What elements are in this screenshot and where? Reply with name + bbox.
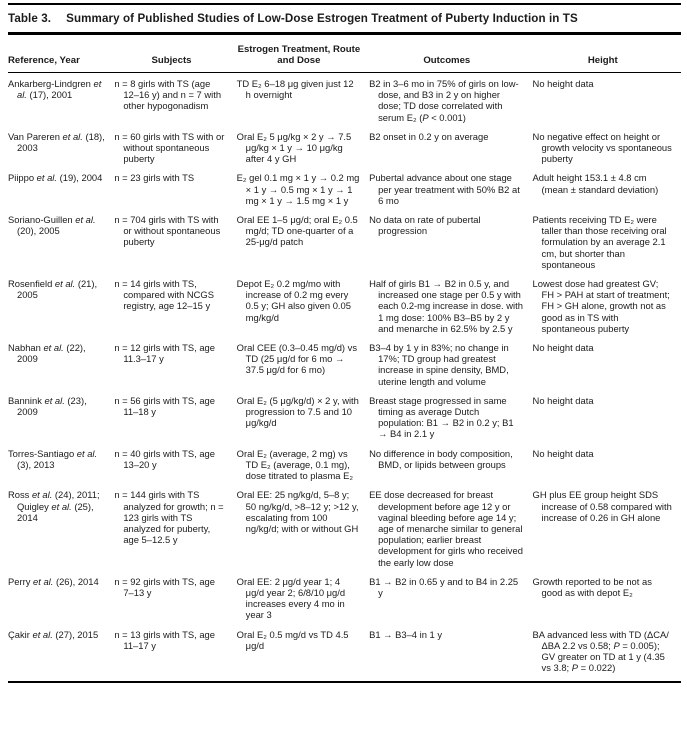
cell-height: No height data xyxy=(532,342,594,354)
cell-subjects: n = 144 girls with TS analyzed for growth; n = 123 girls with TS analyzed for puberty, age 5–12.5 y xyxy=(114,489,224,546)
table-row xyxy=(8,278,681,342)
table-row xyxy=(8,629,681,683)
cell-treatment: TD E₂ 6–18 μg given just 12 h overnight xyxy=(236,78,354,101)
table-body xyxy=(8,73,681,683)
cell-subjects: n = 12 girls with TS, age 11.3–17 y xyxy=(114,342,215,365)
cell-reference: Torres-Santiago et al. (3), 2013 xyxy=(8,447,98,470)
cell-height: No height data xyxy=(532,447,594,459)
cell-outcomes: Half of girls B1 → B2 in 0.5 y, and increased one stage per 0.5 y with each 0.2-mg increase in dose. with 1 mg dose: 100% B3–B5 by 2 y and menarche in 62.5% by 2.5 y xyxy=(369,278,523,334)
table-row xyxy=(8,73,681,131)
cell-height: Adult height 153.1 ± 4.8 cm (mean ± standard deviation) xyxy=(532,172,659,195)
table-row xyxy=(8,172,681,214)
studies-table xyxy=(8,35,681,683)
table-title xyxy=(8,5,681,32)
cell-reference: Ross et al. (24), 2011; Quigley et al. (25), 2014 xyxy=(8,489,100,523)
cell-treatment: Oral EE: 2 μg/d year 1; 4 μg/d year 2; 6/8/10 μg/d increases every 4 mo in year 3 xyxy=(236,575,346,621)
table-title-label: Table 3. xyxy=(8,12,52,25)
cell-reference: Bannink et al. (23), 2009 xyxy=(8,394,87,418)
cell-subjects: n = 40 girls with TS, age 13–20 y xyxy=(114,447,215,470)
cell-outcomes: No data on rate of pubertal progression xyxy=(369,214,481,237)
cell-height: No height data xyxy=(532,78,594,89)
table-title-text: Summary of Published Studies of Low-Dose Estrogen Treatment of Puberty Induction in TS xyxy=(66,12,578,25)
cell-treatment: Depot E₂ 0.2 mg/mo with increase of 0.2 mg every 0.5 y; GH also given 0.05 mg/kg/d xyxy=(236,278,351,323)
cell-subjects: n = 23 girls with TS xyxy=(114,172,195,184)
cell-reference: Nabhan et al. (22), 2009 xyxy=(8,342,86,365)
cell-subjects: n = 8 girls with TS (age 12–16 y) and n = 7 with other hypogonadism xyxy=(114,78,222,112)
column-header-outcomes: Outcomes xyxy=(369,35,532,73)
column-header-height: Height xyxy=(533,35,681,73)
cell-treatment: Oral E₂ 5 μg/kg × 2 y → 7.5 μg/kg × 1 y → 10 μg/kg after 4 y GH xyxy=(236,130,352,165)
table-row xyxy=(8,214,681,278)
cell-reference: Çakir et al. (27), 2015 xyxy=(8,628,99,640)
cell-outcomes: B2 in 3–6 mo in 75% of girls on low-dose, and B3 in 2 y on higher dose; TD dose correlated with serum E₂ (P < 0.001) xyxy=(369,78,519,123)
cell-outcomes: Pubertal advance about one stage per year treatment with 50% B2 at 6 mo xyxy=(369,172,520,206)
column-header-treatment: Estrogen Treatment, Route and Dose xyxy=(237,35,369,73)
cell-reference: Ankarberg-Lindgren et al. (17), 2001 xyxy=(8,78,102,101)
table-row xyxy=(8,489,681,575)
cell-treatment: Oral CEE (0.3–0.45 mg/d) vs TD (25 μg/d for 6 mo → 37.5 μg/d for 6 mo) xyxy=(236,342,358,376)
cell-treatment: E₂ gel 0.1 mg × 1 y → 0.2 mg × 1 y → 0.5 mg × 1 y → 1 mg × 1 y → 1.5 mg × 1 y xyxy=(236,172,360,206)
cell-reference: Van Pareren et al. (18), 2003 xyxy=(8,130,105,154)
cell-outcomes: B2 onset in 0.2 y on average xyxy=(369,130,489,142)
table-row xyxy=(8,576,681,629)
cell-height: No height data xyxy=(532,394,594,406)
cell-subjects: n = 60 girls with TS with or without spontaneous puberty xyxy=(114,130,225,165)
cell-subjects: n = 13 girls with TS, age 11–17 y xyxy=(114,628,215,651)
cell-reference: Rosenfield et al. (21), 2005 xyxy=(8,278,98,301)
cell-treatment: Oral E₂ (5 μg/kg/d) × 2 y, with progression to 7.5 and 10 μg/kg/d xyxy=(236,394,359,429)
cell-height: Patients receiving TD E₂ were taller than those receiving oral formulation by an average 2.1 cm, but shorter than spontaneous xyxy=(532,214,667,270)
cell-outcomes: B1 → B3–4 in 1 y xyxy=(369,628,443,640)
header-row xyxy=(8,35,681,73)
cell-height: GH plus EE group height SDS increase of 0.58 compared with increase of 0.26 in GH alone xyxy=(532,489,672,523)
table-row xyxy=(8,131,681,173)
cell-subjects: n = 704 girls with TS with or without spontaneous puberty xyxy=(114,214,221,248)
cell-outcomes: Breast stage progressed in same timing as average Dutch population: B1 → B2 in 0.2 y; B1 → B4 in 2.1 y xyxy=(369,394,514,440)
cell-subjects: n = 14 girls with TS, compared with NCGS registry, age 12–15 y xyxy=(114,278,214,312)
cell-outcomes: EE dose decreased for breast development before age 12 y or vaginal bleeding before age 14 y; age of menarche similar to general population; earlier breast development for girls who received the early low dose xyxy=(369,489,523,568)
cell-reference: Piippo et al. (19), 2004 xyxy=(8,172,103,184)
cell-reference: Perry et al. (26), 2014 xyxy=(8,575,99,587)
cell-outcomes: B3–4 by 1 y in 83%; no change in 17%; TD group had greatest increase in spine density, BMD, uterine length and volume xyxy=(369,342,509,387)
table-row xyxy=(8,342,681,395)
cell-treatment: Oral EE 1–5 μg/d; oral E₂ 0.5 mg/d; TD one-quarter of a 25-μg/d patch xyxy=(236,214,358,248)
cell-reference: Soriano-Guillen et al. (20), 2005 xyxy=(8,214,96,237)
cell-height: BA advanced less with TD (ΔCA/ΔBA 2.2 vs 0.58; P = 0.005); GV greater on TD at 1 y (4.35 vs 3.8; P = 0.022) xyxy=(532,628,669,674)
table-header xyxy=(8,35,681,73)
cell-treatment: Oral E₂ (average, 2 mg) vs TD E₂ (average, 0.1 mg), dose titrated to plasma E₂ xyxy=(236,447,354,482)
table-row xyxy=(8,448,681,490)
cell-treatment: Oral E₂ 0.5 mg/d vs TD 4.5 μg/d xyxy=(236,628,349,651)
cell-height: No negative effect on height or growth velocity vs spontaneous puberty xyxy=(532,130,672,165)
cell-height: Lowest dose had greatest GV; FH > PAH at start of treatment; FH > GH alone, growth not as good as in TS with spontaneous puberty xyxy=(532,278,670,334)
cell-subjects: n = 92 girls with TS, age 7–13 y xyxy=(114,575,215,598)
cell-outcomes: B1 → B2 in 0.65 y and to B4 in 2.25 y xyxy=(369,575,519,598)
column-header-subjects: Subjects xyxy=(114,35,236,73)
column-header-reference: Reference, Year xyxy=(8,35,114,73)
table-row xyxy=(8,395,681,448)
cell-outcomes: No difference in body composition, BMD, or lipids between groups xyxy=(369,447,513,470)
cell-treatment: Oral EE: 25 ng/kg/d, 5–8 y; 50 ng/kg/d, >8–12 y; >12 y, escalating from 100 ng/kg/d; with or without GH xyxy=(236,489,359,534)
cell-height: Growth reported to be not as good as with depot E₂ xyxy=(532,575,652,598)
cell-subjects: n = 56 girls with TS, age 11–18 y xyxy=(114,394,215,418)
